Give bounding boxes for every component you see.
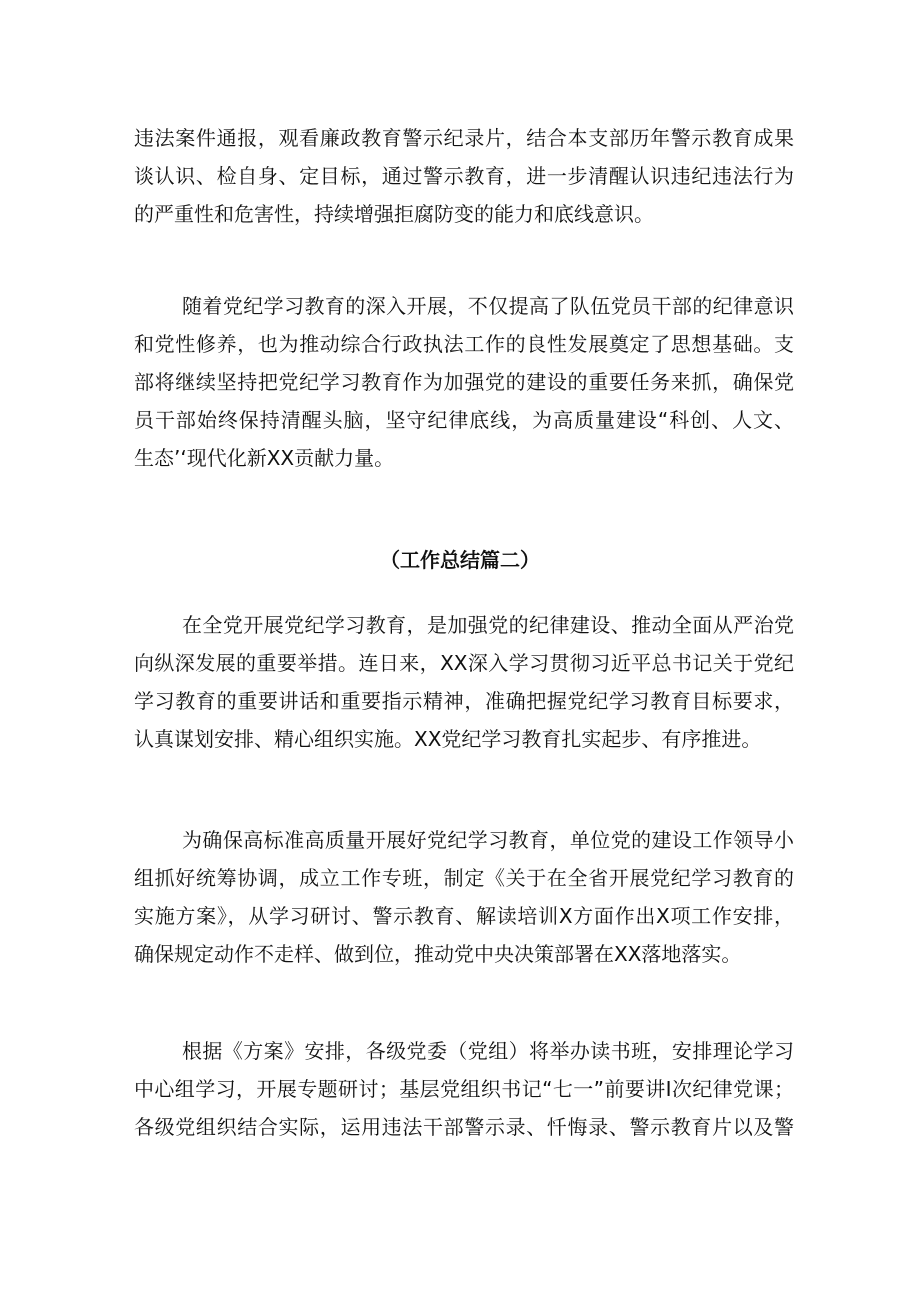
paragraph-3-line-2: 向纵深发展的重要举措。连日来，XX深入学习贯彻习近平总书记关于党纪 <box>134 651 794 675</box>
paragraph-2-line-1: 随着党纪学习教育的深入开展，不仅提高了队伍党员干部的纪律意识 <box>182 294 794 318</box>
section-heading: （工作总结篇二） <box>380 548 540 572</box>
paragraph-3-line-4: 认真谋划安排、精心组织实施。XX党纪学习教育扎实起步、有序推进。 <box>134 727 762 751</box>
paragraph-4-line-1: 为确保高标准高质量开展好党纪学习教育，单位党的建设工作领导小 <box>182 828 794 852</box>
paragraph-4-line-2: 组抓好统筹协调，成立工作专班，制定《关于在全省开展党纪学习教育的 <box>134 866 794 890</box>
paragraph-5-line-3: 各级党组织结合实际，运用违法干部警示录、忏悔录、警示教育片以及警 <box>134 1115 794 1139</box>
paragraph-1-line-1: 违法案件通报，观看廉政教育警示纪录片，结合本支部历年警示教育成果 <box>134 126 794 150</box>
paragraph-2-line-2: 和党性修养，也为推动综合行政执法工作的良性发展奠定了思想基础。支 <box>134 332 794 356</box>
paragraph-4-line-3: 实施方案》，从学习研讨、警示教育、解读培训X方面作出X项工作安排， <box>134 904 794 928</box>
paragraph-3-line-1: 在全党开展党纪学习教育，是加强党的纪律建设、推动全面从严治党 <box>182 613 794 637</box>
paragraph-1-line-3: 的严重性和危害性，持续增强拒腐防变的能力和底线意识。 <box>134 202 654 226</box>
paragraph-1 <box>134 119 794 233</box>
paragraph-5 <box>134 1032 794 1146</box>
paragraph-3-line-3: 学习教育的重要讲话和重要指示精神，准确把握党纪学习教育目标要求， <box>134 689 794 713</box>
paragraph-4 <box>134 821 794 973</box>
paragraph-2-line-3: 部将继续坚持把党纪学习教育作为加强党的建设的重要任务来抓，确保党 <box>134 370 794 394</box>
paragraph-5-line-2: 中心组学习，开展专题研讨；基层党组织书记“七一”前要讲I次纪律党课； <box>134 1077 794 1101</box>
paragraph-3 <box>134 606 794 758</box>
paragraph-4-line-4: 确保规定动作不走样、做到位，推动党中央决策部署在XX落地落实。 <box>134 942 742 966</box>
paragraph-5-line-1: 根据《方案》安排，各级党委（党组）将举办读书班，安排理论学习 <box>182 1039 794 1063</box>
paragraph-1-line-2: 谈认识、检自身、定目标，通过警示教育，进一步清醒认识违纪违法行为 <box>134 164 794 188</box>
paragraph-2-line-5: 生态’‘现代化新XX贡献力量。 <box>134 446 395 470</box>
paragraph-2-line-4: 员干部始终保持清醒头脑，坚守纪律底线，为高质量建设“科创、人文、 <box>134 408 794 432</box>
paragraph-2 <box>134 287 794 477</box>
